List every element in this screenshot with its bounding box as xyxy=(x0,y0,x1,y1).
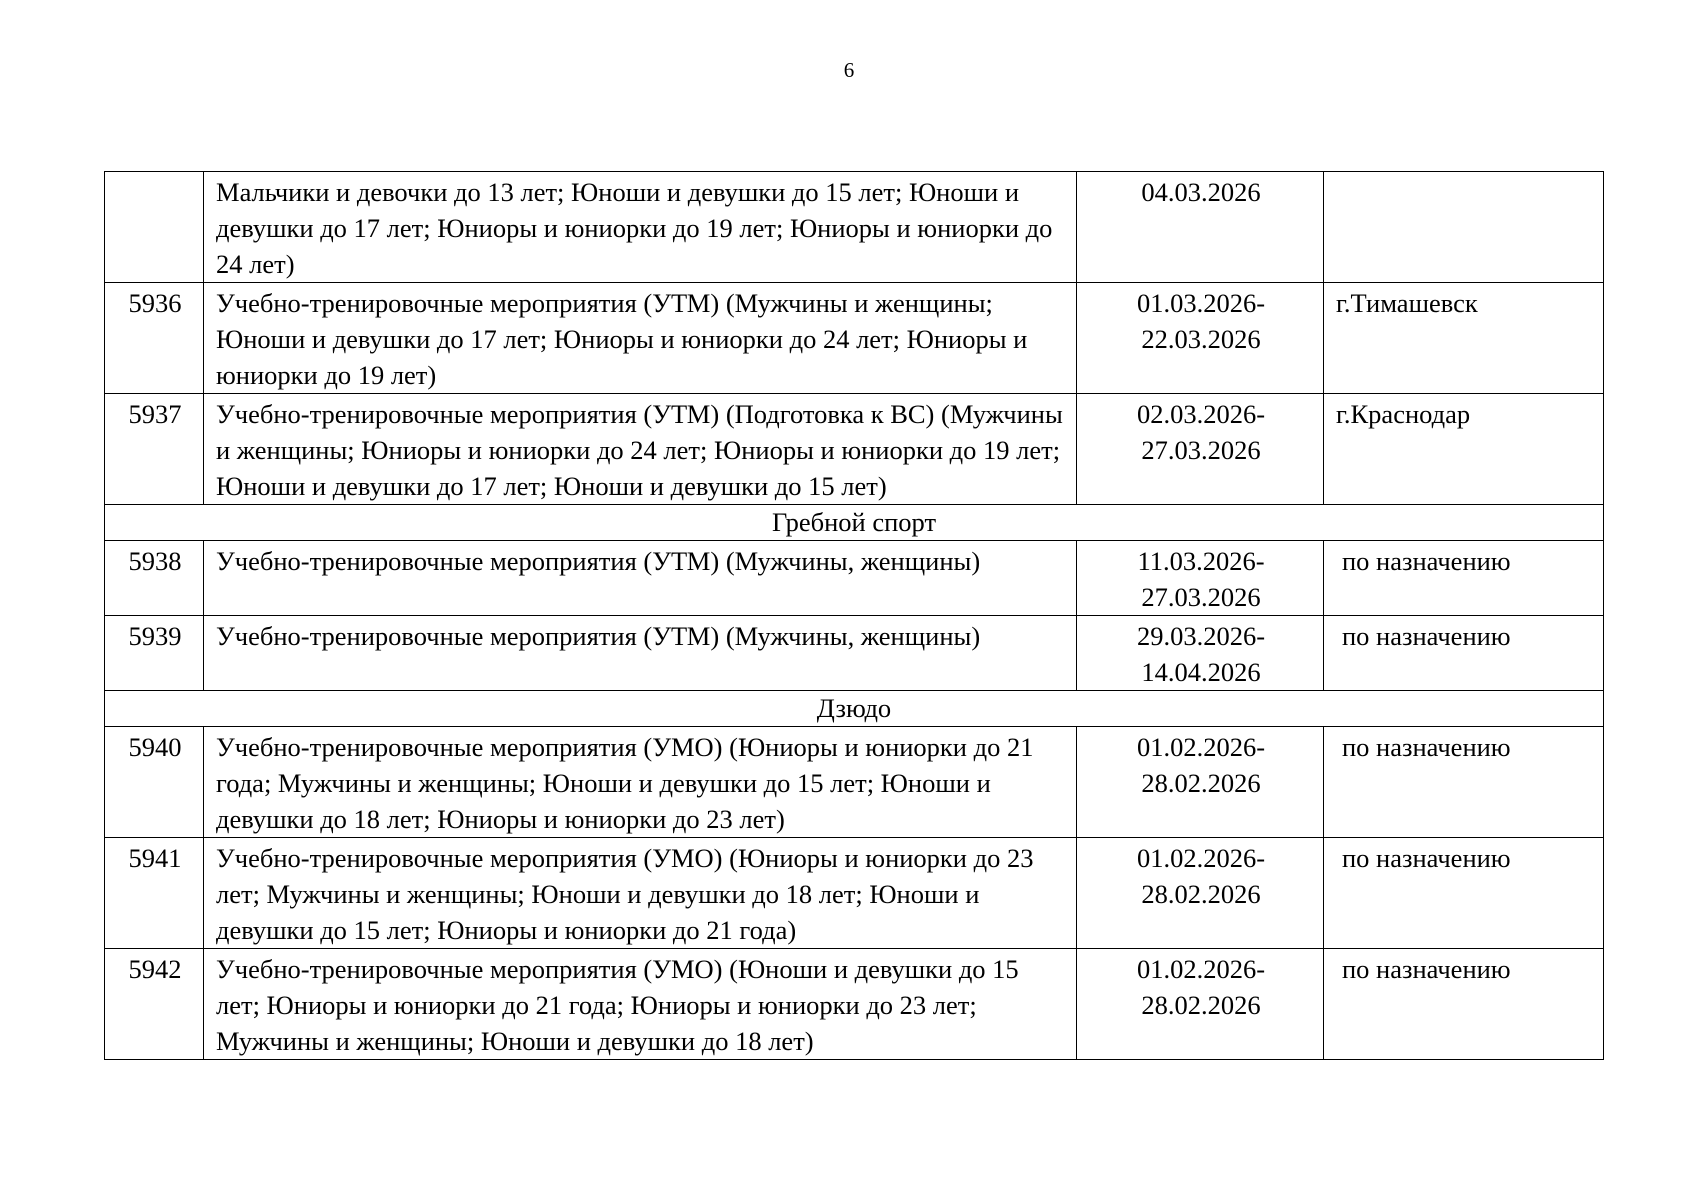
table-row xyxy=(105,541,1604,616)
event-number-cell: 5937 xyxy=(105,394,204,505)
event-description-cell: Учебно-тренировочные мероприятия (УТМ) (Мужчины, женщины) xyxy=(204,541,1077,616)
event-location-cell: г.Тимашевск xyxy=(1324,283,1604,394)
event-end-date: 14.04.2026 xyxy=(1141,657,1261,687)
event-number-cell: 5936 xyxy=(105,283,204,394)
event-number-cell: 5940 xyxy=(105,727,204,838)
event-number-cell xyxy=(105,172,204,283)
event-dates-cell xyxy=(1077,838,1324,949)
event-end-date: 27.03.2026 xyxy=(1141,582,1261,612)
event-dates-cell xyxy=(1077,394,1324,505)
event-end-date: 28.02.2026 xyxy=(1141,768,1261,798)
event-location-cell: по назначению xyxy=(1324,727,1604,838)
event-number-cell: 5942 xyxy=(105,949,204,1060)
page-number: 6 xyxy=(843,58,855,82)
event-description-cell: Учебно-тренировочные мероприятия (УТМ) (Мужчины, женщины) xyxy=(204,616,1077,691)
events-table xyxy=(104,171,1604,1060)
event-location-cell: по назначению xyxy=(1324,838,1604,949)
event-dates-cell xyxy=(1077,616,1324,691)
event-start-date: 01.02.2026- xyxy=(1136,954,1266,984)
table-row xyxy=(105,838,1604,949)
event-dates-cell xyxy=(1077,541,1324,616)
event-dates-cell: 04.03.2026 xyxy=(1077,172,1324,283)
event-start-date: 02.03.2026- xyxy=(1136,399,1266,429)
event-description-cell: Учебно-тренировочные мероприятия (УМО) (Юниоры и юниорки до 23 лет; Мужчины и женщины; Юноши и девушки до 18 лет; Юноши и девушки до 15 лет; Юниоры и юниорки до 21 года) xyxy=(204,838,1077,949)
event-location-cell: по назначению xyxy=(1324,616,1604,691)
section-title: Дзюдо xyxy=(105,691,1604,727)
section-title: Гребной спорт xyxy=(105,505,1604,541)
event-description-cell: Учебно-тренировочные мероприятия (УМО) (Юниоры и юниорки до 21 года; Мужчины и женщины; Юноши и девушки до 15 лет; Юноши и девушки до 18 лет; Юниоры и юниорки до 23 лет) xyxy=(204,727,1077,838)
event-end-date: 28.02.2026 xyxy=(1141,879,1261,909)
event-location-cell: по назначению xyxy=(1324,949,1604,1060)
event-start-date: 11.03.2026- xyxy=(1137,546,1265,576)
event-start-date: 01.03.2026- xyxy=(1136,288,1266,318)
event-dates-cell xyxy=(1077,727,1324,838)
event-number-cell: 5939 xyxy=(105,616,204,691)
table-row xyxy=(105,949,1604,1060)
event-number-cell: 5941 xyxy=(105,838,204,949)
table-row xyxy=(105,727,1604,838)
events-table-body xyxy=(105,172,1604,1060)
section-header-row xyxy=(105,691,1604,727)
event-description-cell: Мальчики и девочки до 13 лет; Юноши и девушки до 15 лет; Юноши и девушки до 17 лет; Юниоры и юниорки до 19 лет; Юниоры и юниорки до 24 лет) xyxy=(204,172,1077,283)
event-dates-cell xyxy=(1077,283,1324,394)
event-start-date: 29.03.2026- xyxy=(1136,621,1266,651)
event-end-date: 22.03.2026 xyxy=(1141,324,1261,354)
event-end-date: 28.02.2026 xyxy=(1141,990,1261,1020)
event-number-cell: 5938 xyxy=(105,541,204,616)
table-row xyxy=(105,394,1604,505)
event-end-date: 27.03.2026 xyxy=(1141,435,1261,465)
event-description-cell: Учебно-тренировочные мероприятия (УМО) (Юноши и девушки до 15 лет; Юниоры и юниорки до 21 года; Юниоры и юниорки до 23 лет; Мужчины и женщины; Юноши и девушки до 18 лет) xyxy=(204,949,1077,1060)
event-location-cell: г.Краснодар xyxy=(1324,394,1604,505)
event-location-cell: по назначению xyxy=(1324,541,1604,616)
event-description-cell: Учебно-тренировочные мероприятия (УТМ) (Мужчины и женщины; Юноши и девушки до 17 лет; Юниоры и юниорки до 24 лет; Юниоры и юниорки до 19 лет) xyxy=(204,283,1077,394)
section-header-row xyxy=(105,505,1604,541)
table-row xyxy=(105,283,1604,394)
event-description-cell: Учебно-тренировочные мероприятия (УТМ) (Подготовка к ВС) (Мужчины и женщины; Юниоры и юниорки до 24 лет; Юниоры и юниорки до 19 лет; Юноши и девушки до 17 лет; Юноши и девушки до 15 лет) xyxy=(204,394,1077,505)
event-location-cell xyxy=(1324,172,1604,283)
event-start-date: 01.02.2026- xyxy=(1136,843,1266,873)
table-row xyxy=(105,172,1604,283)
event-dates-cell xyxy=(1077,949,1324,1060)
event-start-date: 01.02.2026- xyxy=(1136,732,1266,762)
table-row xyxy=(105,616,1604,691)
